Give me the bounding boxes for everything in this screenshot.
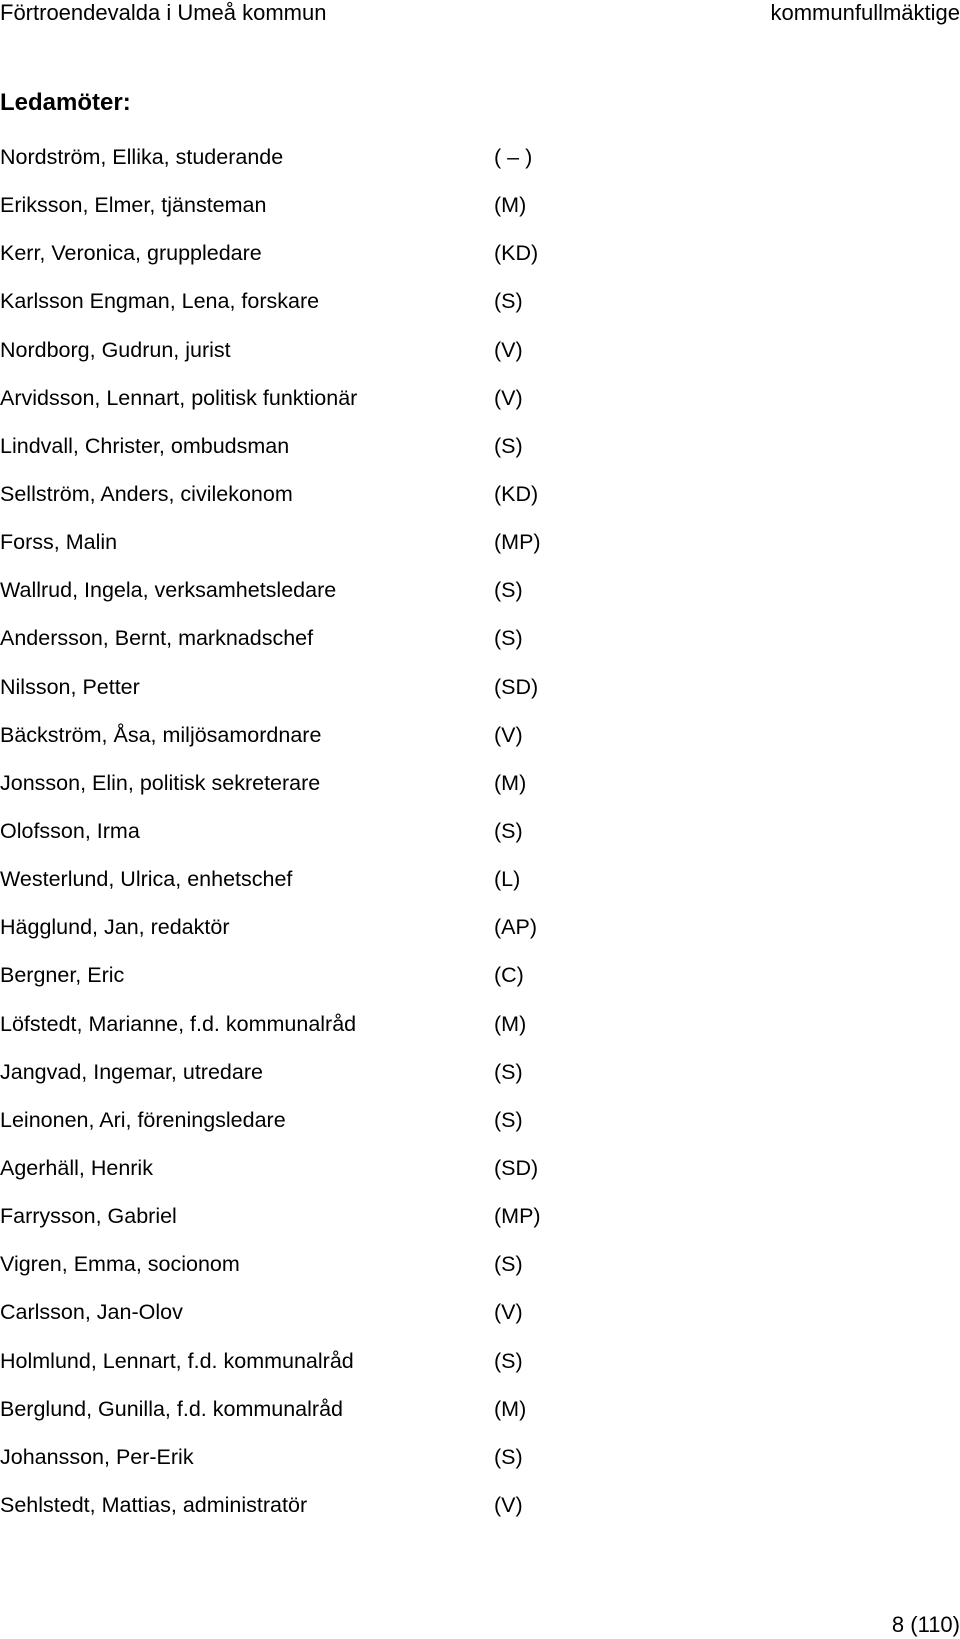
member-row [0, 1250, 960, 1298]
member-row [0, 384, 960, 432]
member-party: (M) [494, 1011, 527, 1036]
member-row [0, 624, 960, 672]
member-party: (S) [494, 818, 523, 843]
member-name: Westerlund, Ulrica, enhetschef [0, 867, 293, 892]
member-row [0, 1202, 960, 1250]
member-party: (S) [494, 1348, 523, 1373]
member-party: (M) [494, 1396, 527, 1421]
member-party: (S) [494, 433, 523, 458]
header-body-title: kommunfullmäktige [770, 0, 960, 25]
member-party: (V) [494, 1492, 523, 1517]
member-party: (L) [494, 867, 521, 892]
member-row [0, 1010, 960, 1058]
member-name: Arvidsson, Lennart, politisk funktionär [0, 385, 358, 410]
member-party: (MP) [494, 530, 541, 555]
member-party: (SD) [494, 674, 539, 699]
member-row [0, 576, 960, 624]
member-party: (S) [494, 578, 523, 603]
member-row [0, 191, 960, 239]
member-row [0, 817, 960, 865]
member-name: Nilsson, Petter [0, 674, 140, 699]
members-list [0, 143, 960, 1539]
member-row [0, 1491, 960, 1539]
member-row [0, 432, 960, 480]
member-row [0, 673, 960, 721]
member-name: Holmlund, Lennart, f.d. kommunalråd [0, 1348, 354, 1373]
member-name: Nordborg, Gudrun, jurist [0, 337, 231, 362]
member-row [0, 1395, 960, 1443]
member-name: Eriksson, Elmer, tjänsteman [0, 193, 267, 218]
member-row [0, 721, 960, 769]
member-party: (M) [494, 770, 527, 795]
member-row [0, 336, 960, 384]
member-name: Jangvad, Ingemar, utredare [0, 1059, 263, 1084]
member-name: Sehlstedt, Mattias, administratör [0, 1492, 308, 1517]
member-name: Vigren, Emma, socionom [0, 1252, 240, 1277]
member-row [0, 1106, 960, 1154]
member-row [0, 1347, 960, 1395]
member-name: Lindvall, Christer, ombudsman [0, 433, 290, 458]
member-party: (S) [494, 1252, 523, 1277]
member-name: Berglund, Gunilla, f.d. kommunalråd [0, 1396, 343, 1421]
member-row [0, 961, 960, 1009]
page-number: 8 (110) [891, 1612, 960, 1637]
member-party: (MP) [494, 1204, 541, 1229]
member-name: Löfstedt, Marianne, f.d. kommunalråd [0, 1011, 357, 1036]
member-name: Johansson, Per-Erik [0, 1444, 194, 1469]
member-name: Bergner, Eric [0, 963, 125, 988]
member-row [0, 480, 960, 528]
member-row [0, 1058, 960, 1106]
member-row [0, 1154, 960, 1202]
member-name: Hägglund, Jan, redaktör [0, 915, 230, 940]
member-party: (V) [494, 385, 523, 410]
member-party: (S) [494, 1107, 523, 1132]
member-name: Olofsson, Irma [0, 818, 140, 843]
member-row [0, 865, 960, 913]
member-row [0, 913, 960, 961]
section-title: Ledamöter: [0, 89, 131, 116]
member-name: Wallrud, Ingela, verksamhetsledare [0, 578, 337, 603]
member-row [0, 1443, 960, 1491]
member-name: Agerhäll, Henrik [0, 1155, 153, 1180]
header-org-title: Förtroendevalda i Umeå kommun [0, 0, 327, 25]
member-name: Bäckström, Åsa, miljösamordnare [0, 722, 322, 747]
member-row [0, 1298, 960, 1346]
member-row [0, 239, 960, 287]
member-party: (S) [494, 289, 523, 314]
member-party: (V) [494, 1300, 523, 1325]
member-party: (V) [494, 722, 523, 747]
member-row [0, 528, 960, 576]
member-name: Kerr, Veronica, gruppledare [0, 241, 262, 266]
member-name: Sellström, Anders, civilekonom [0, 481, 293, 506]
member-party: (SD) [494, 1155, 539, 1180]
member-row [0, 143, 960, 191]
member-party: (KD) [494, 241, 539, 266]
member-name: Forss, Malin [0, 530, 118, 555]
member-party: (V) [494, 337, 523, 362]
member-name: Nordström, Ellika, studerande [0, 145, 284, 169]
member-name: Farrysson, Gabriel [0, 1204, 177, 1229]
member-party: (S) [494, 1444, 523, 1469]
member-name: Jonsson, Elin, politisk sekreterare [0, 770, 321, 795]
member-party: (S) [494, 1059, 523, 1084]
member-party: ( – ) [494, 145, 533, 169]
member-name: Andersson, Bernt, marknadschef [0, 626, 314, 651]
member-name: Karlsson Engman, Lena, forskare [0, 289, 320, 314]
member-row [0, 769, 960, 817]
member-party: (S) [494, 626, 523, 651]
page-header [0, 0, 960, 26]
member-party: (AP) [494, 915, 537, 940]
member-name: Carlsson, Jan-Olov [0, 1300, 183, 1325]
member-row [0, 287, 960, 335]
member-party: (KD) [494, 481, 539, 506]
member-party: (C) [494, 963, 524, 988]
member-name: Leinonen, Ari, föreningsledare [0, 1107, 286, 1132]
member-party: (M) [494, 193, 527, 218]
